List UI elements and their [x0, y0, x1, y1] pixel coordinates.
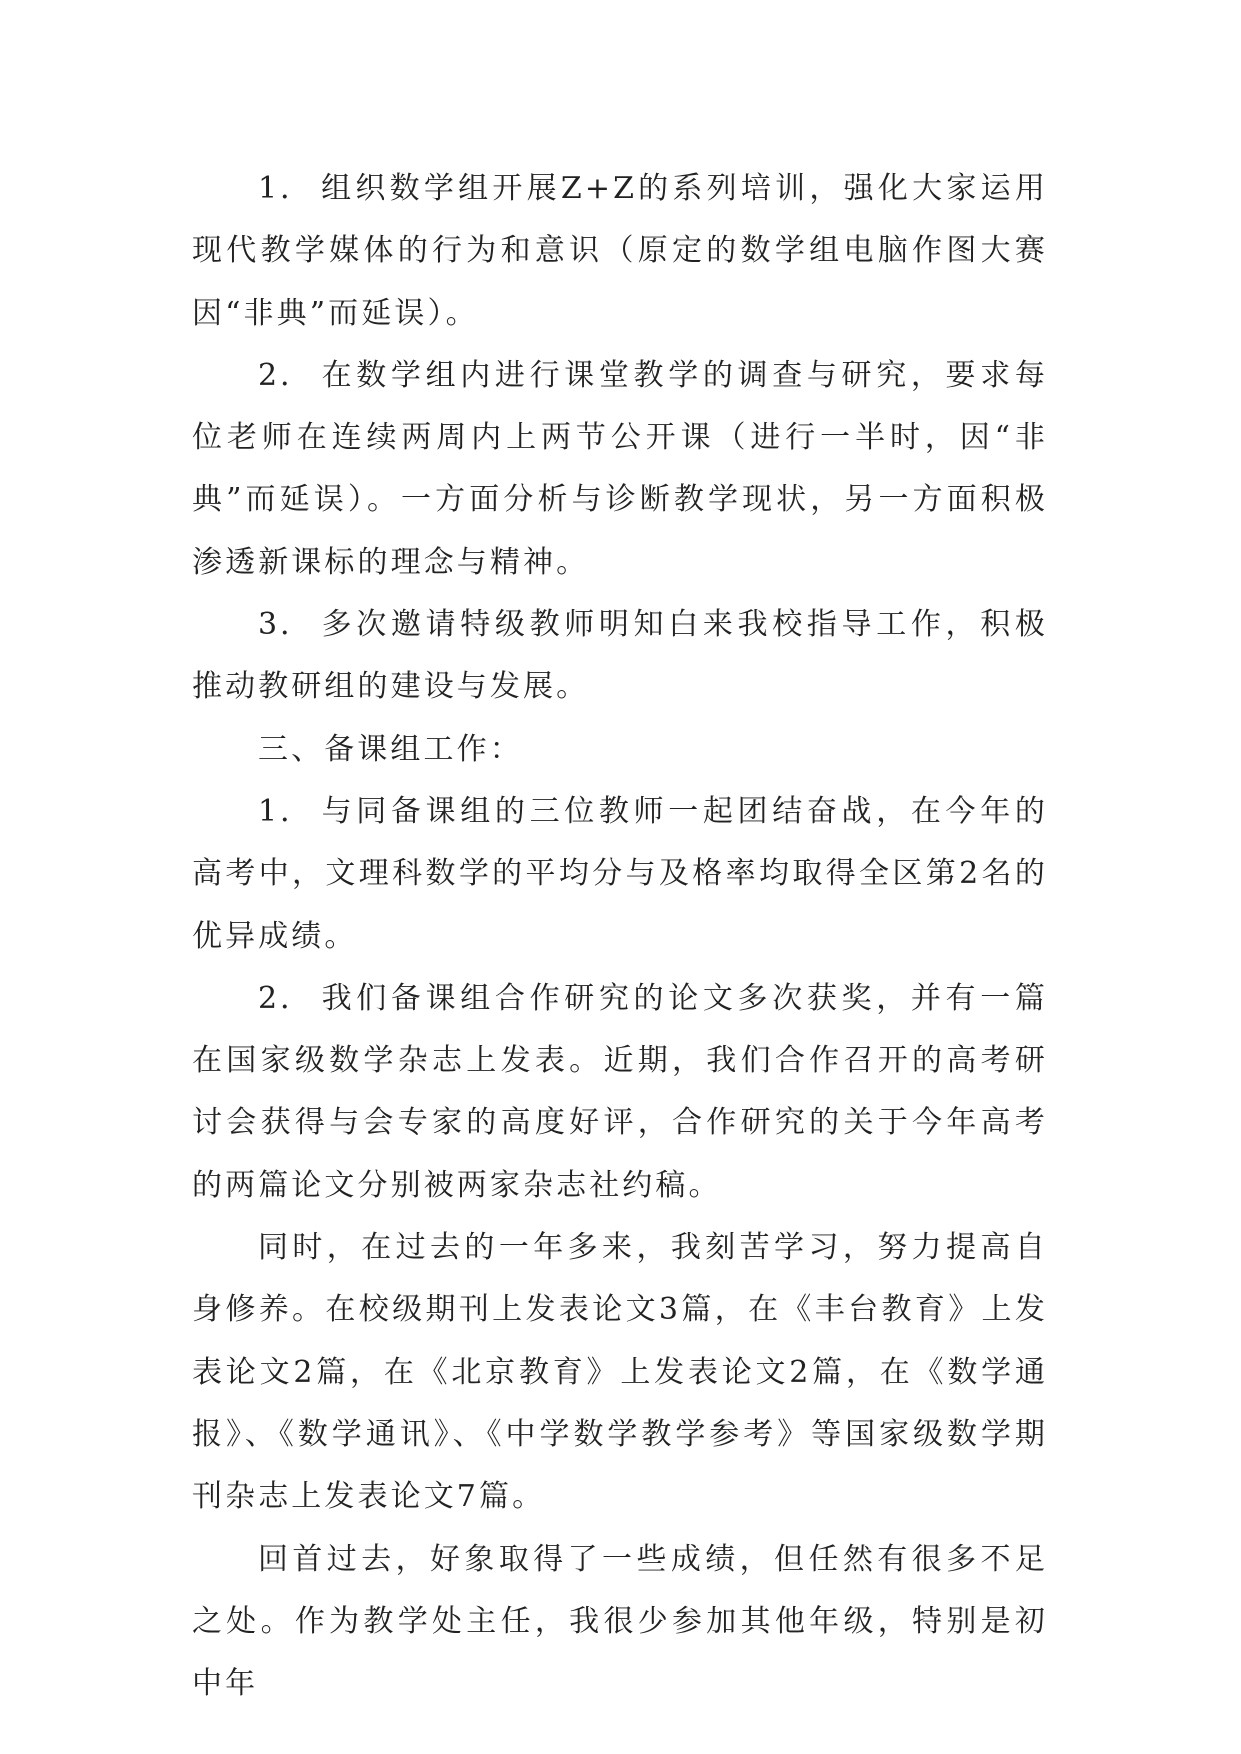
paragraph-6: [192, 968, 1048, 1217]
paragraph-text: 回首过去，好象取得了一些成绩，但任然有很多不足之处。作为教学处主任，我很少参加其他年级，特别是初中年: [192, 1541, 1048, 1702]
paragraph-2: [192, 345, 1048, 594]
heading-text: 三、备课组工作：: [258, 731, 523, 767]
paragraph-text: 多次邀请特级教师明知白来我校指导工作，积极推动教研组的建设与发展。: [192, 607, 1048, 705]
paragraph-5: [192, 781, 1048, 968]
document-body: [192, 158, 1048, 1715]
section-heading: [192, 719, 1048, 781]
paragraph-text: 在数学组内进行课堂教学的调查与研究，要求每位老师在连续两周内上两节公开课（进行一半时，因“非典”而延误）。一方面分析与诊断教学现状，另一方面积极渗透新课标的理念与精神。: [192, 357, 1048, 580]
list-number: 1．: [258, 171, 314, 206]
list-number: 3．: [258, 607, 314, 643]
list-number: 2．: [258, 357, 314, 393]
paragraph-text: 组织数学组开展Z+Z的系列培训，强化大家运用现代教学媒体的行为和意识（原定的数学组电脑作图大赛因“非典”而延误）。: [192, 171, 1048, 331]
list-number: 2．: [258, 980, 314, 1016]
paragraph-text: 同时，在过去的一年多来，我刻苦学习，努力提高自身修养。在校级期刊上发表论文3篇，在《丰台教育》上发表论文2篇，在《北京教育》上发表论文2篇，在《数学通报》、《数学通讯》、《中学数学教学参考》等国家级数学期刊杂志上发表论文7篇。: [192, 1230, 1048, 1515]
paragraph-8: [192, 1529, 1048, 1716]
paragraph-7: [192, 1217, 1048, 1528]
list-number: 1．: [258, 793, 314, 829]
paragraph-3: [192, 594, 1048, 719]
paragraph-text: 我们备课组合作研究的论文多次获奖，并有一篇在国家级数学杂志上发表。近期，我们合作召开的高考研讨会获得与会专家的高度好评，合作研究的关于今年高考的两篇论文分别被两家杂志社约稿。: [192, 980, 1048, 1203]
paragraph-text: 与同备课组的三位教师一起团结奋战，在今年的高考中，文理科数学的平均分与及格率均取得全区第2名的优异成绩。: [192, 793, 1048, 954]
paragraph-1: [192, 158, 1048, 345]
